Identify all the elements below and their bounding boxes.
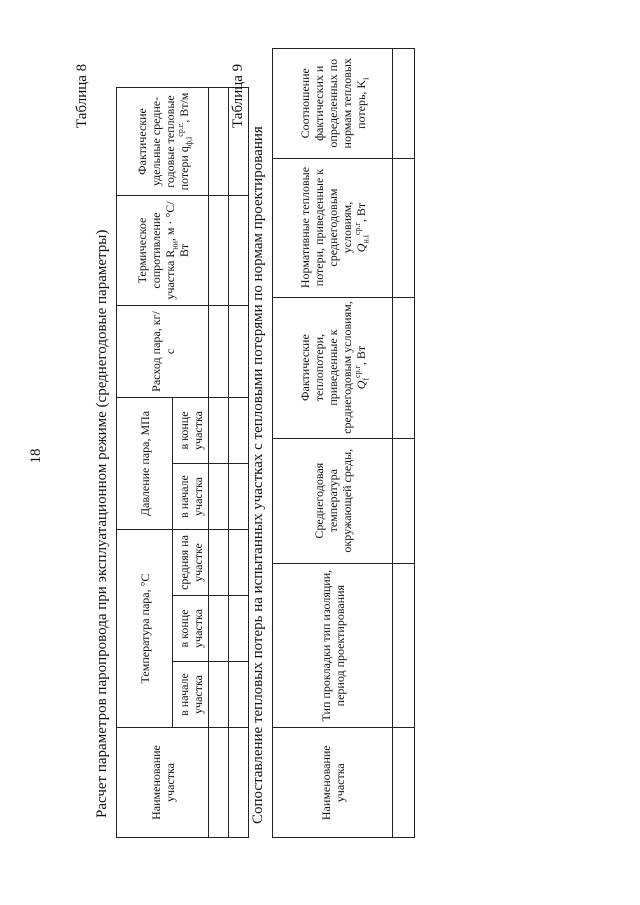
t8-header-pressure-end: в конце участка: [173, 398, 209, 464]
t9-empty-cell: [393, 438, 415, 563]
page-number: 18: [28, 448, 44, 464]
t9-empty-cell: [393, 158, 415, 297]
t9-empty-cell: [393, 728, 415, 838]
t9-header-section: Наименование участка: [273, 728, 393, 838]
t9-header-ambient: Среднегодовая температура окружающей среды,: [273, 438, 393, 563]
t9-empty-cell: [393, 563, 415, 728]
t8-empty-cell: [209, 596, 229, 662]
t9-header-norm-losses: Нормативные тепловые потери, приведенные к среднегодовым условиям, $Q_{н.i}^{ср.г}$, Вт: [273, 158, 393, 297]
t8-header-pressure-start: в начале участка: [173, 464, 209, 530]
t8-empty-cell: [229, 728, 249, 838]
t8-header-temp-end: в конце участка: [173, 596, 209, 662]
t9-header-laying: Тип прокладки тип изоляции, период проектирования: [273, 563, 393, 728]
t9-header-actual-losses: Фактические теплопотери, приведенные к среднегодовым условиям, $Q_f^{ср.г}$, Вт: [273, 297, 393, 438]
t8-header-temp: Температура пара, °С: [117, 530, 173, 728]
t8-empty-cell: [229, 306, 249, 398]
t8-empty-cell: [229, 398, 249, 464]
t8-empty-cell: [229, 662, 249, 728]
t9-header-ratio: Соотношение фактических и определенных по нормам тепловых потерь, $K_i$: [273, 49, 393, 159]
t8-empty-cell: [209, 530, 229, 596]
table9: [272, 48, 415, 838]
t8-empty-cell: [209, 88, 229, 196]
t8-empty-cell: [209, 464, 229, 530]
t8-empty-cell: [229, 464, 249, 530]
table8-title: Расчет параметров паропровода при эксплуатационном режиме (среднегодовые параметры): [94, 229, 110, 818]
t8-header-resistance: Термическое сопротивление участка $R_{ни}$, м · °С/Вт: [117, 196, 209, 306]
t8-empty-cell: [209, 662, 229, 728]
t8-empty-cell: [229, 196, 249, 306]
t8-empty-cell: [229, 530, 249, 596]
t9-empty-cell: [393, 297, 415, 438]
t8-empty-cell: [209, 196, 229, 306]
t8-header-temp-avg: средняя на участке: [173, 530, 209, 596]
rotated-page-content: [60, 48, 460, 868]
t9-empty-cell: [393, 49, 415, 159]
table8-label: Таблица 8: [74, 63, 90, 128]
t8-empty-cell: [209, 306, 229, 398]
t8-header-temp-start: в начале участка: [173, 662, 209, 728]
t8-header-flow: Расход пара, кг/с: [117, 306, 209, 398]
t8-empty-cell: [209, 728, 229, 838]
t8-empty-cell: [209, 398, 229, 464]
table8: [116, 87, 249, 838]
t8-empty-cell: [229, 596, 249, 662]
table9-title: Сопоставление тепловых потерь на испытанных участках с тепловыми потерями по нормам проектирования: [250, 126, 266, 824]
table9-label: Таблица 9: [230, 63, 246, 128]
t8-header-pressure: Давление пара, МПа: [117, 398, 173, 530]
t8-header-section: Наименование участка: [117, 728, 209, 838]
t8-header-actual-losses: Фактические удельные средне-годовые тепловые потери $q_{ф,i}^{ср.г.}$, Вт/м: [117, 88, 209, 196]
